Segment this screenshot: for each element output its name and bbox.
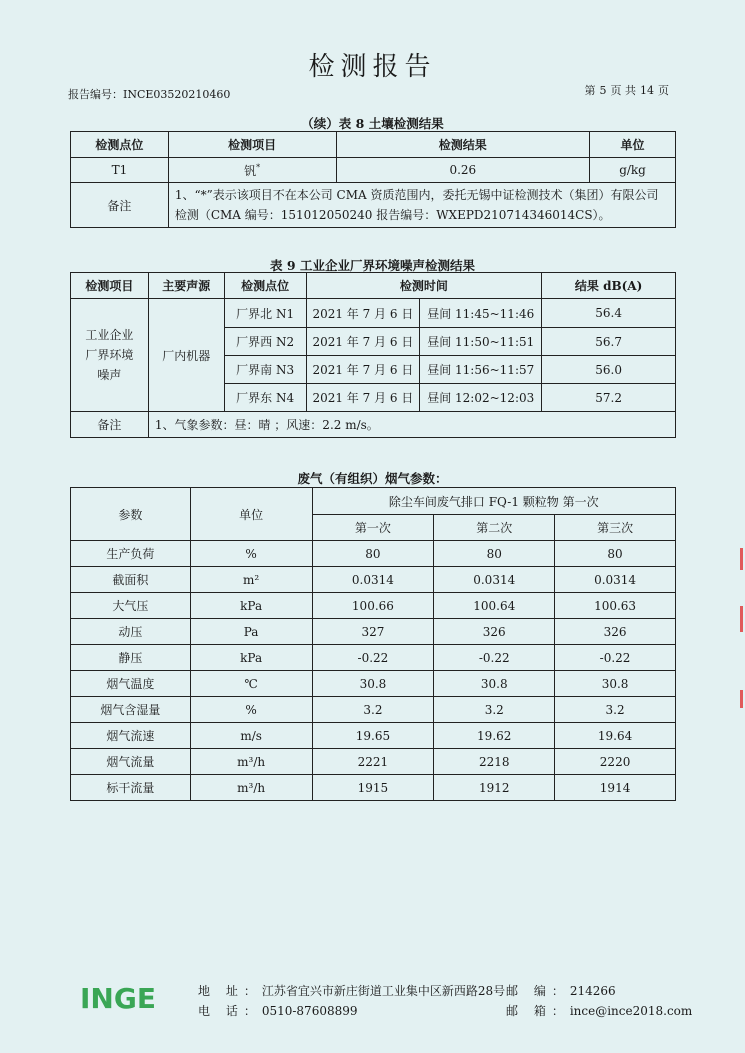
table10-value-run2: 30.8 <box>434 671 555 697</box>
table9-date: 2021 年 7 月 6 日 <box>306 356 420 384</box>
table10-value-run1: 1915 <box>312 775 434 801</box>
table10-unit: kPa <box>190 593 312 619</box>
table-row <box>71 593 676 619</box>
table10-unit: % <box>190 541 312 567</box>
table9-date: 2021 年 7 月 6 日 <box>306 328 420 356</box>
table10-unit: m³/h <box>190 775 312 801</box>
table10-header-unit: 单位 <box>190 488 312 541</box>
table10-value-run2: 1912 <box>434 775 555 801</box>
table9-point: 厂界南 N3 <box>224 356 306 384</box>
table10-value-run2: 0.0314 <box>434 567 555 593</box>
table10-value-run3: 0.0314 <box>555 567 676 593</box>
table9-result: 57.2 <box>542 384 676 412</box>
table-row <box>71 541 676 567</box>
table10-unit: Pa <box>190 619 312 645</box>
table9-header-time: 检测时间 <box>306 273 542 299</box>
table10-value-run3: 80 <box>555 541 676 567</box>
table10-param: 生产负荷 <box>71 541 191 567</box>
table10-header-param: 参数 <box>71 488 191 541</box>
table9-header-item: 检测项目 <box>71 273 149 299</box>
table9-note: 1、气象参数：昼：晴 ；风速：2.2 m/s。 <box>148 412 675 438</box>
table8-header-point: 检测点位 <box>71 132 169 158</box>
table9-result: 56.4 <box>542 299 676 328</box>
table10-value-run1: 19.65 <box>312 723 434 749</box>
table10-value-run3: 2220 <box>555 749 676 775</box>
page-indicator: 第 5 页 共 14 页 <box>584 84 669 97</box>
table9-item: 工业企业厂界环境噪声 <box>71 299 149 412</box>
table10-value-run1: 2221 <box>312 749 434 775</box>
table10-value-run2: 19.62 <box>434 723 555 749</box>
table10-value-run1: -0.22 <box>312 645 434 671</box>
table10-value-run3: -0.22 <box>555 645 676 671</box>
table9-header-result: 结果 dB(A) <box>542 273 676 299</box>
inge-logo <box>80 982 172 1014</box>
table8-header-unit: 单位 <box>590 132 676 158</box>
table9-source: 厂内机器 <box>148 299 224 412</box>
table-row <box>71 567 676 593</box>
table10-value-run3: 1914 <box>555 775 676 801</box>
table10-value-run1: 30.8 <box>312 671 434 697</box>
table10-unit: kPa <box>190 645 312 671</box>
table9-time: 昼间 11:45~11:46 <box>420 299 542 328</box>
table-row <box>71 723 676 749</box>
table10-param: 动压 <box>71 619 191 645</box>
table9-time: 昼间 12:02~12:03 <box>420 384 542 412</box>
table10-unit: ℃ <box>190 671 312 697</box>
table8-point: T1 <box>71 158 169 183</box>
table10-value-run3: 30.8 <box>555 671 676 697</box>
table9-header-source: 主要声源 <box>148 273 224 299</box>
table10-value-run3: 326 <box>555 619 676 645</box>
table8-item: 钒* <box>168 158 336 183</box>
table9-point: 厂界西 N2 <box>224 328 306 356</box>
table10-value-run3: 19.64 <box>555 723 676 749</box>
table10-value-run2: 2218 <box>434 749 555 775</box>
table10-value-run2: -0.22 <box>434 645 555 671</box>
table9-caption: 表 9 工业企业厂界环境噪声检测结果 <box>270 258 475 273</box>
table10-value-run2: 326 <box>434 619 555 645</box>
table10-param: 烟气流速 <box>71 723 191 749</box>
table8-note-label: 备注 <box>71 183 169 228</box>
table8-unit: g/kg <box>590 158 676 183</box>
document-title: 检测报告 <box>308 52 437 82</box>
table10-value-run2: 3.2 <box>434 697 555 723</box>
table9-date: 2021 年 7 月 6 日 <box>306 299 420 328</box>
table10 <box>70 487 676 801</box>
table10-value-run2: 100.64 <box>434 593 555 619</box>
table9-result: 56.7 <box>542 328 676 356</box>
footer <box>0 978 745 1028</box>
table10-value-run2: 80 <box>434 541 555 567</box>
table-row <box>71 645 676 671</box>
table9-time: 昼间 11:50~11:51 <box>420 328 542 356</box>
edge-stamp-mark <box>740 606 743 632</box>
table-row <box>71 671 676 697</box>
table10-param: 静压 <box>71 645 191 671</box>
table10-value-run1: 100.66 <box>312 593 434 619</box>
table8 <box>70 131 676 228</box>
table10-param: 标干流量 <box>71 775 191 801</box>
table10-value-run1: 0.0314 <box>312 567 434 593</box>
table-row <box>71 299 676 328</box>
svg-text:INGE: INGE <box>80 982 156 1014</box>
footer-address: 地 址：江苏省宜兴市新庄街道工业集中区新西路28号 <box>198 984 506 998</box>
table10-value-run1: 327 <box>312 619 434 645</box>
footer-postcode: 邮 编：214266 <box>506 984 616 998</box>
table9-result: 56.0 <box>542 356 676 384</box>
edge-stamp-mark <box>740 548 743 570</box>
table10-param: 截面积 <box>71 567 191 593</box>
table-row <box>71 697 676 723</box>
table10-header-run1: 第一次 <box>312 515 434 541</box>
table10-param: 烟气含湿量 <box>71 697 191 723</box>
table8-header-item: 检测项目 <box>168 132 336 158</box>
table9-note-label: 备注 <box>71 412 149 438</box>
table8-note: 1、“*”表示该项目不在本公司 CMA 资质范围内，委托无锡中证检测技术（集团）有限公司检测（CMA 编号：151012050240 报告编号：WXEPD210714346014CS）。 <box>168 183 675 228</box>
table10-value-run3: 3.2 <box>555 697 676 723</box>
table10-value-run1: 80 <box>312 541 434 567</box>
table10-header-run2: 第二次 <box>434 515 555 541</box>
table9-point: 厂界北 N1 <box>224 299 306 328</box>
table9-header-point: 检测点位 <box>224 273 306 299</box>
table9-time: 昼间 11:56~11:57 <box>420 356 542 384</box>
table9 <box>70 272 676 438</box>
table10-unit: m³/h <box>190 749 312 775</box>
edge-stamp-mark <box>740 690 743 708</box>
table10-param: 大气压 <box>71 593 191 619</box>
report-number: 报告编号：INCE03520210460 <box>68 88 231 101</box>
table-row <box>71 775 676 801</box>
table-row <box>71 158 676 183</box>
table10-caption: 废气（有组织）烟气参数： <box>297 471 448 486</box>
table10-unit: % <box>190 697 312 723</box>
table10-value-run1: 3.2 <box>312 697 434 723</box>
footer-phone: 电 话：0510-87608899 <box>198 1004 358 1018</box>
table-row <box>71 749 676 775</box>
table10-header-group: 除尘车间废气排口 FQ-1 颗粒物 第一次 <box>312 488 675 515</box>
table8-caption: （续）表 8 土壤检测结果 <box>301 116 444 131</box>
table9-point: 厂界东 N4 <box>224 384 306 412</box>
table8-result: 0.26 <box>336 158 590 183</box>
table-row <box>71 619 676 645</box>
table10-unit: m² <box>190 567 312 593</box>
table10-param: 烟气温度 <box>71 671 191 697</box>
footer-email: 邮 箱：ince@ince2018.com <box>506 1004 693 1018</box>
table10-unit: m/s <box>190 723 312 749</box>
table10-param: 烟气流量 <box>71 749 191 775</box>
table8-header-result: 检测结果 <box>336 132 590 158</box>
table10-value-run3: 100.63 <box>555 593 676 619</box>
table9-date: 2021 年 7 月 6 日 <box>306 384 420 412</box>
table10-header-run3: 第三次 <box>555 515 676 541</box>
